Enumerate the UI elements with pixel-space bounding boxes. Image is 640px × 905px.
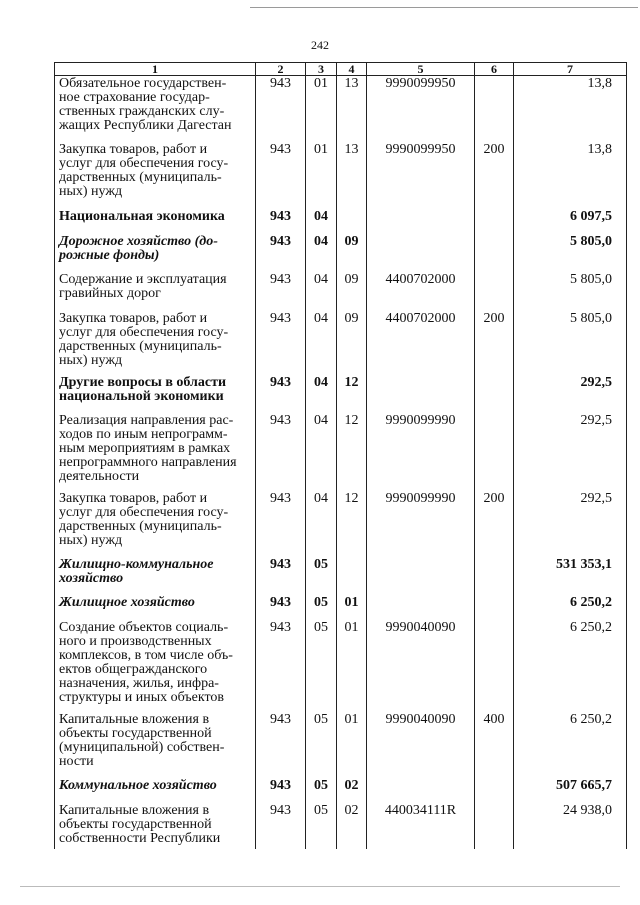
target-article-cell: 9990040090: [367, 620, 475, 712]
column-header: 5: [367, 63, 475, 76]
column-header: 3: [306, 63, 337, 76]
row-name-cell: Жилищно-коммунальное хозяйство: [55, 557, 256, 595]
table-row: [55, 778, 627, 803]
amount-cell: 24 938,0: [514, 803, 627, 849]
subsection-code-cell: 01: [337, 712, 367, 778]
subsection-code-cell: 13: [337, 76, 367, 142]
section-code-cell: 04: [306, 272, 337, 311]
table-row: [55, 595, 627, 620]
table-row: [55, 557, 627, 595]
amount-cell: 5 805,0: [514, 272, 627, 311]
admin-code-cell: 943: [256, 712, 306, 778]
target-article-cell: 9990099990: [367, 491, 475, 557]
column-header: 2: [256, 63, 306, 76]
table-row: [55, 311, 627, 375]
subsection-code-cell: [337, 557, 367, 595]
amount-cell: 292,5: [514, 375, 627, 413]
expense-type-cell: [475, 209, 514, 234]
table-row: [55, 234, 627, 272]
row-name-cell: Капитальные вложения в объекты государственной (муниципальной) собствен- ности: [55, 712, 256, 778]
target-article-cell: [367, 234, 475, 272]
expense-type-cell: 200: [475, 142, 514, 209]
subsection-code-cell: 09: [337, 234, 367, 272]
expense-type-cell: [475, 620, 514, 712]
admin-code-cell: 943: [256, 272, 306, 311]
row-name-cell: Реализация направления рас- ходов по иным непрограмм- ным мероприятиям в рамках непрограммного направления деятельности: [55, 413, 256, 491]
expense-type-cell: [475, 595, 514, 620]
expense-type-cell: 200: [475, 311, 514, 375]
amount-cell: 6 250,2: [514, 620, 627, 712]
target-article-cell: [367, 778, 475, 803]
expense-type-cell: [475, 557, 514, 595]
expense-type-cell: 400: [475, 712, 514, 778]
section-code-cell: 04: [306, 375, 337, 413]
subsection-code-cell: 09: [337, 311, 367, 375]
target-article-cell: 4400702000: [367, 311, 475, 375]
column-header: 4: [337, 63, 367, 76]
table-row: [55, 272, 627, 311]
admin-code-cell: 943: [256, 803, 306, 849]
admin-code-cell: 943: [256, 778, 306, 803]
subsection-code-cell: 12: [337, 491, 367, 557]
scan-artifact-line: [250, 7, 638, 8]
section-code-cell: 05: [306, 595, 337, 620]
table-row: [55, 76, 627, 142]
row-name-cell: Содержание и эксплуатация гравийных дорог: [55, 272, 256, 311]
row-name-cell: Закупка товаров, работ и услуг для обеспечения госу- дарственных (муниципаль- ных) нужд: [55, 142, 256, 209]
subsection-code-cell: 01: [337, 595, 367, 620]
target-article-cell: 9990040090: [367, 712, 475, 778]
target-article-cell: [367, 209, 475, 234]
table-row: [55, 142, 627, 209]
subsection-code-cell: 02: [337, 803, 367, 849]
amount-cell: 507 665,7: [514, 778, 627, 803]
row-name-cell: Дорожное хозяйство (до- рожные фонды): [55, 234, 256, 272]
expense-type-cell: [475, 375, 514, 413]
page-number: 242: [311, 38, 329, 52]
target-article-cell: [367, 557, 475, 595]
amount-cell: 13,8: [514, 142, 627, 209]
admin-code-cell: 943: [256, 620, 306, 712]
amount-cell: 531 353,1: [514, 557, 627, 595]
admin-code-cell: 943: [256, 595, 306, 620]
target-article-cell: 4400702000: [367, 272, 475, 311]
section-code-cell: 05: [306, 620, 337, 712]
table-row: [55, 375, 627, 413]
column-header: 1: [55, 63, 256, 76]
row-name-cell: Создание объектов социаль- ного и производственных комплексов, в том числе объ- ектов общегражданского назначения, жилья, инфра- структуры и иных объектов: [55, 620, 256, 712]
budget-table: [54, 62, 627, 849]
admin-code-cell: 943: [256, 142, 306, 209]
section-code-cell: 05: [306, 778, 337, 803]
row-name-cell: Обязательное государствен- ное страхование государ- ственных гражданских слу- жащих Республики Дагестан: [55, 76, 256, 142]
section-code-cell: 05: [306, 803, 337, 849]
subsection-code-cell: 01: [337, 620, 367, 712]
admin-code-cell: 943: [256, 76, 306, 142]
amount-cell: 6 250,2: [514, 595, 627, 620]
section-code-cell: 04: [306, 209, 337, 234]
target-article-cell: 9990099950: [367, 76, 475, 142]
section-code-cell: 04: [306, 491, 337, 557]
subsection-code-cell: 12: [337, 375, 367, 413]
row-name-cell: Национальная экономика: [55, 209, 256, 234]
subsection-code-cell: 09: [337, 272, 367, 311]
table-row: [55, 413, 627, 491]
table-row: [55, 209, 627, 234]
admin-code-cell: 943: [256, 557, 306, 595]
section-code-cell: 01: [306, 76, 337, 142]
subsection-code-cell: 13: [337, 142, 367, 209]
amount-cell: 292,5: [514, 413, 627, 491]
table-header-row: [55, 63, 627, 76]
section-code-cell: 04: [306, 413, 337, 491]
admin-code-cell: 943: [256, 375, 306, 413]
column-header: 7: [514, 63, 627, 76]
amount-cell: 13,8: [514, 76, 627, 142]
section-code-cell: 05: [306, 557, 337, 595]
table-row: [55, 491, 627, 557]
table-row: [55, 620, 627, 712]
row-name-cell: Коммунальное хозяйство: [55, 778, 256, 803]
admin-code-cell: 943: [256, 209, 306, 234]
section-code-cell: 01: [306, 142, 337, 209]
table-row: [55, 712, 627, 778]
scan-artifact-line-bottom: [20, 886, 620, 887]
admin-code-cell: 943: [256, 311, 306, 375]
admin-code-cell: 943: [256, 413, 306, 491]
target-article-cell: 440034111R: [367, 803, 475, 849]
expense-type-cell: [475, 413, 514, 491]
target-article-cell: [367, 375, 475, 413]
subsection-code-cell: 02: [337, 778, 367, 803]
target-article-cell: 9990099950: [367, 142, 475, 209]
admin-code-cell: 943: [256, 491, 306, 557]
expense-type-cell: [475, 76, 514, 142]
section-code-cell: 05: [306, 712, 337, 778]
target-article-cell: [367, 595, 475, 620]
row-name-cell: Закупка товаров, работ и услуг для обеспечения госу- дарственных (муниципаль- ных) нужд: [55, 491, 256, 557]
table-row: [55, 803, 627, 849]
section-code-cell: 04: [306, 311, 337, 375]
expense-type-cell: [475, 272, 514, 311]
expense-type-cell: [475, 778, 514, 803]
amount-cell: 5 805,0: [514, 234, 627, 272]
expense-type-cell: [475, 234, 514, 272]
subsection-code-cell: [337, 209, 367, 234]
amount-cell: 292,5: [514, 491, 627, 557]
subsection-code-cell: 12: [337, 413, 367, 491]
admin-code-cell: 943: [256, 234, 306, 272]
column-header: 6: [475, 63, 514, 76]
target-article-cell: 9990099990: [367, 413, 475, 491]
expense-type-cell: [475, 803, 514, 849]
row-name-cell: Капитальные вложения в объекты государственной собственности Республики: [55, 803, 256, 849]
row-name-cell: Закупка товаров, работ и услуг для обеспечения госу- дарственных (муниципаль- ных) нужд: [55, 311, 256, 375]
amount-cell: 6 097,5: [514, 209, 627, 234]
expense-type-cell: 200: [475, 491, 514, 557]
row-name-cell: Другие вопросы в области национальной экономики: [55, 375, 256, 413]
amount-cell: 6 250,2: [514, 712, 627, 778]
amount-cell: 5 805,0: [514, 311, 627, 375]
section-code-cell: 04: [306, 234, 337, 272]
row-name-cell: Жилищное хозяйство: [55, 595, 256, 620]
